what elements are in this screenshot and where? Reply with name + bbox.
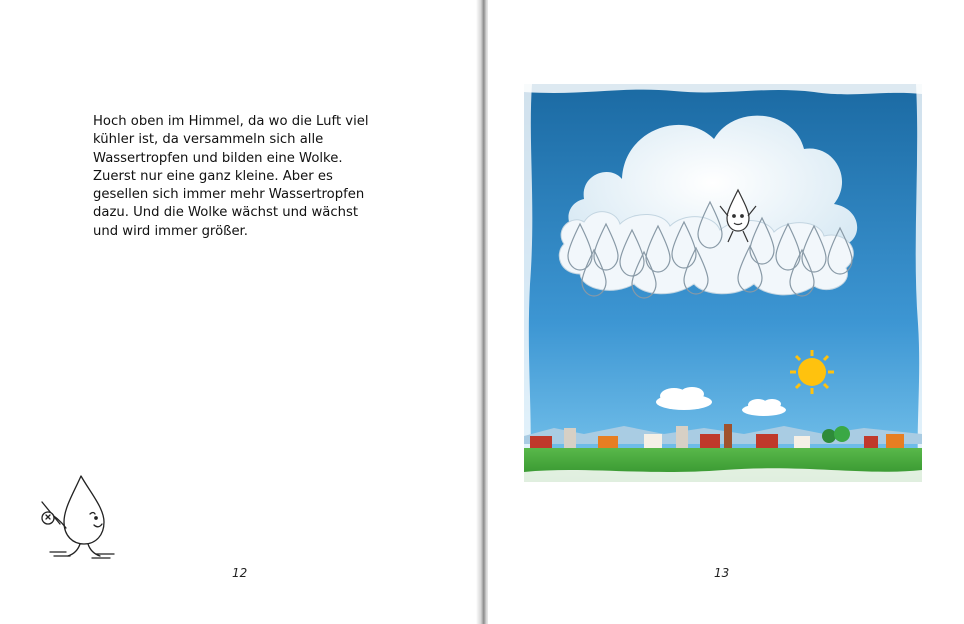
cloud-sky-illustration	[524, 84, 922, 482]
left-page	[0, 0, 478, 624]
story-line: Hoch oben im Himmel, da wo die Luft viel	[93, 114, 369, 129]
story-text	[93, 113, 393, 241]
story-line: und wird immer größer.	[93, 223, 248, 239]
page-number-left: 12	[232, 566, 248, 580]
story-line: Zuerst nur eine ganz kleine. Aber es	[93, 168, 333, 184]
story-line: dazu. Und die Wolke wächst und wächst	[93, 205, 359, 221]
page-number-right: 13	[714, 566, 730, 580]
walking-water-drop-icon	[36, 470, 126, 570]
right-page	[488, 0, 964, 624]
story-line: Wassertropfen und bilden eine Wolke.	[93, 150, 343, 166]
story-line: kühler ist, da versammeln sich alle	[93, 132, 324, 148]
story-line: gesellen sich immer mehr Wassertropfen	[93, 187, 365, 203]
